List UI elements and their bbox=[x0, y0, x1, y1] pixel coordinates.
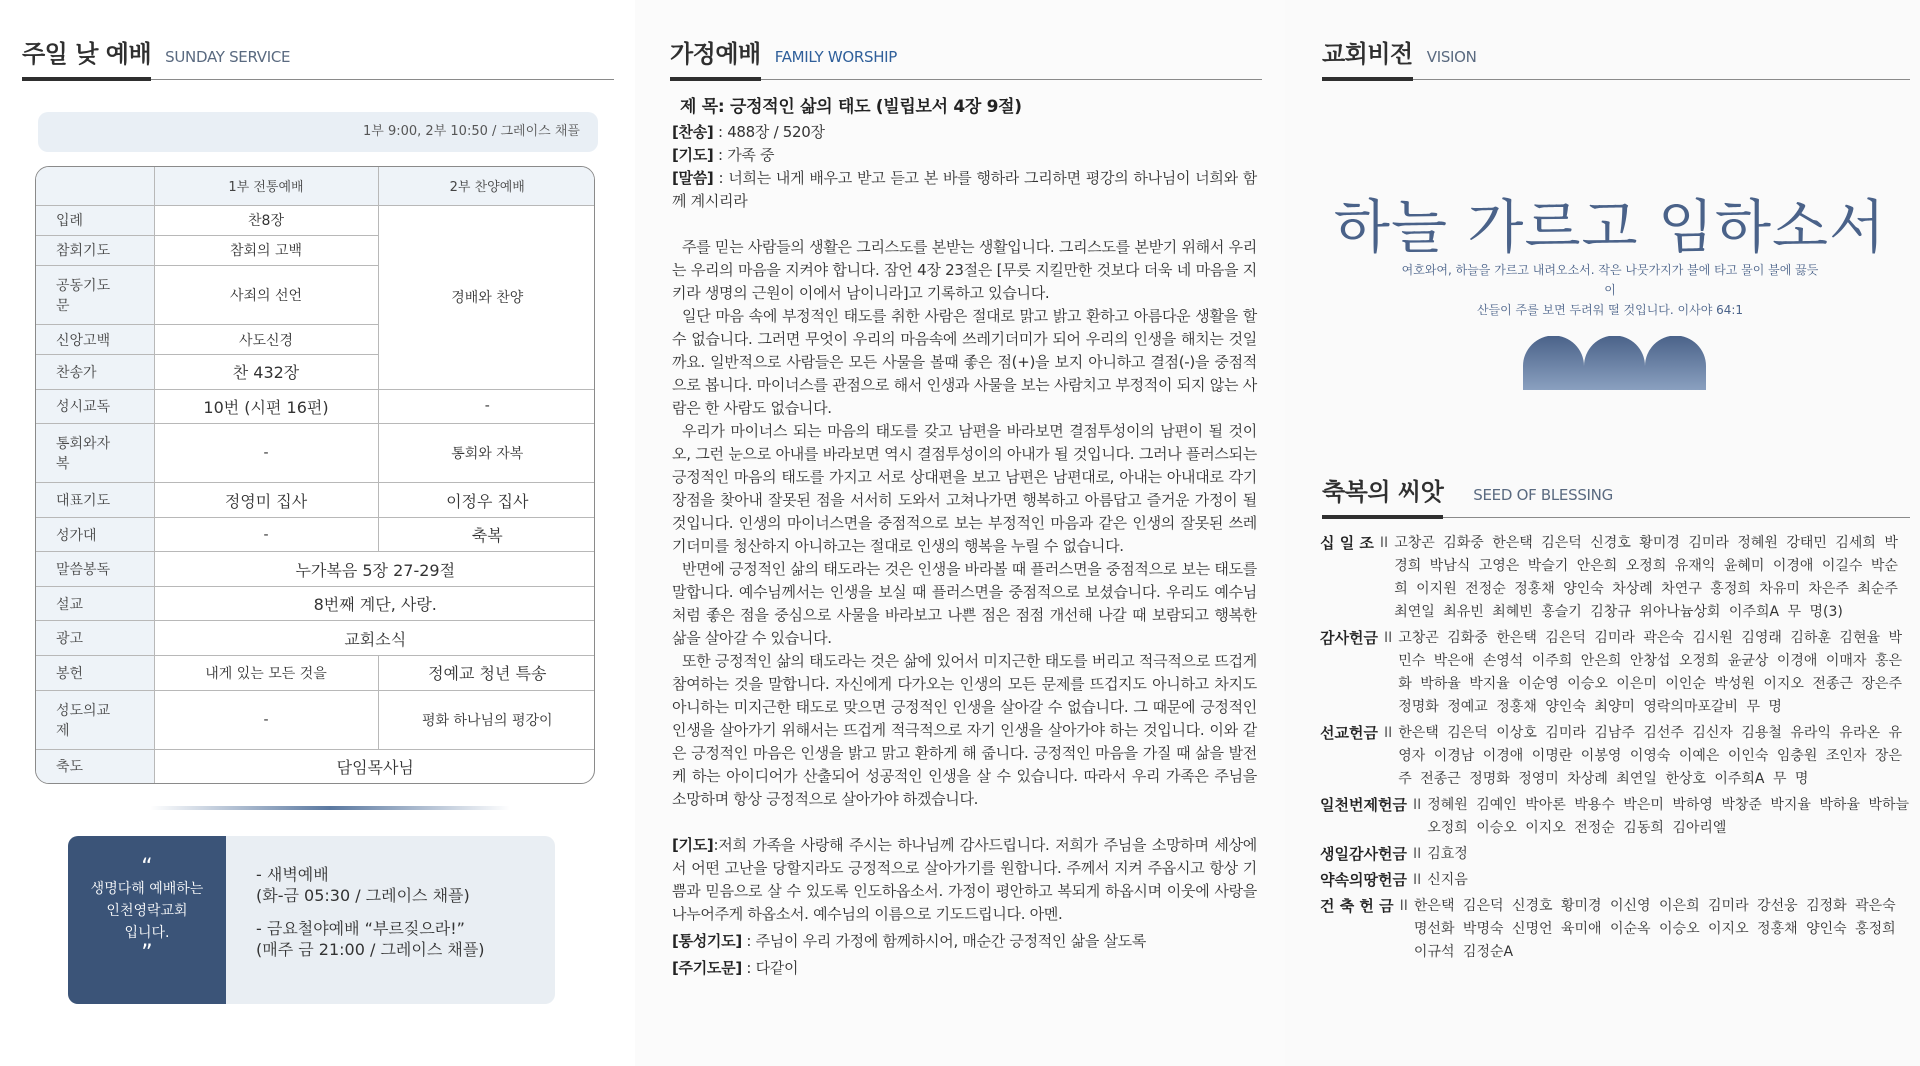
cell-value: 이정우 집사 bbox=[378, 483, 595, 518]
cell-value: 교회소식 bbox=[154, 621, 595, 656]
unison-prayer-label: [통성기도] bbox=[672, 932, 742, 950]
offering-list bbox=[1320, 532, 1910, 967]
row-label: 참회기도 bbox=[36, 235, 154, 265]
service-item-detail: (매주 금 21:00 / 그레이스 채플) bbox=[256, 940, 485, 959]
section-title: 주일 낮 예배 bbox=[22, 34, 151, 81]
section-title: 축복의 씨앗 bbox=[1322, 472, 1443, 519]
row-label: 성도의교제 bbox=[36, 690, 154, 749]
cell-value: 내게 있는 모든 것을 bbox=[154, 656, 378, 691]
offering-label: 십 일 조 bbox=[1320, 534, 1374, 552]
cell-value: - bbox=[154, 424, 378, 483]
separator: II bbox=[1412, 797, 1422, 813]
cell-value: 축복 bbox=[378, 517, 595, 552]
cell-value: 평화 하나님의 평강이 bbox=[378, 690, 595, 749]
row-label: 신앙고백 bbox=[36, 324, 154, 354]
motto-line: 인천영락교회 bbox=[106, 903, 188, 919]
offering-label: 생일감사헌금 bbox=[1320, 845, 1407, 863]
lords-prayer-label: [주기도문] bbox=[672, 959, 742, 977]
row-label: 대표기도 bbox=[36, 483, 154, 518]
separator: II bbox=[1383, 725, 1393, 741]
column-header: 1부 전통예배 bbox=[154, 167, 378, 205]
row-label: 성시교독 bbox=[36, 389, 154, 424]
service-times: 1부 9:00, 2부 10:50 / 그레이스 채플 bbox=[38, 112, 598, 152]
scripture-text: : 너희는 내게 배우고 받고 듣고 본 바를 행하라 그리하면 평강의 하나님이 너희와 함께 계시리라 bbox=[672, 169, 1258, 210]
cell-value: 사도신경 bbox=[154, 324, 378, 354]
cell-value: 담임목사님 bbox=[154, 749, 595, 783]
separator: II bbox=[1399, 898, 1408, 914]
sermon-paragraph: 반면에 긍정적인 삶의 태도라는 것은 인생을 바라볼 때 플러스면을 중점적으로 보는 태도를 말합니다. 예수님께서는 인생을 보실 때 플러스면을 중점적으로 보셨습니다. 우리도 예수님처럼 좋은 점을 중심으로 사물을 바라보고 나쁜 점은 점점 개선해 나갈 때 보람되고 행복한 삶을 살아갈 수 있습니다. bbox=[672, 560, 1257, 647]
hymn-numbers: : 488장 / 520장 bbox=[717, 123, 825, 141]
cell-value: 참회의 고백 bbox=[154, 235, 378, 265]
row-label: 공동기도문 bbox=[36, 265, 154, 324]
offering-row bbox=[1320, 869, 1910, 892]
prayer-label: [기도] bbox=[672, 146, 714, 164]
church-motto bbox=[68, 836, 226, 1004]
order-of-worship-table bbox=[35, 166, 595, 784]
cell-value: 사죄의 선언 bbox=[154, 265, 378, 324]
service-item: - 새벽예배 bbox=[256, 865, 329, 884]
vision-headline: 하늘 가르고 임하소서 bbox=[1333, 193, 1887, 261]
cell-value-merged: 경배와 찬양 bbox=[378, 205, 595, 389]
cell-value: - bbox=[378, 389, 595, 424]
offering-row bbox=[1320, 627, 1910, 719]
offering-row bbox=[1320, 722, 1910, 791]
offering-row bbox=[1320, 843, 1910, 866]
vision-verse bbox=[1400, 260, 1820, 320]
sunday-service-header bbox=[22, 34, 614, 80]
vision-header bbox=[1322, 34, 1910, 80]
row-label: 축도 bbox=[36, 749, 154, 783]
row-label: 설교 bbox=[36, 586, 154, 621]
section-title: 가정예배 bbox=[670, 34, 761, 81]
offering-names: 김효정 bbox=[1427, 846, 1468, 862]
motto-line: 입니다. bbox=[124, 925, 170, 941]
section-subtitle: SEED OF BLESSING bbox=[1473, 486, 1613, 504]
cell-value: 찬8장 bbox=[154, 205, 378, 235]
cell-value: - bbox=[154, 517, 378, 552]
decorative-divider bbox=[150, 806, 510, 810]
row-label: 입례 bbox=[36, 205, 154, 235]
additional-services bbox=[256, 864, 485, 972]
cell-value: 정예교 청년 특송 bbox=[378, 656, 595, 691]
offering-row bbox=[1320, 794, 1910, 840]
prayer-leader: : 가족 중 bbox=[717, 146, 775, 164]
offering-label: 약속의땅헌금 bbox=[1320, 871, 1407, 889]
offering-label: 감사헌금 bbox=[1320, 629, 1378, 647]
hills-icon bbox=[1523, 336, 1707, 390]
sermon-paragraph: 주를 믿는 사람들의 생활은 그리스도를 본받는 생활입니다. 그리스도를 본받기 위해서 우리는 우리의 마음을 지켜야 합니다. 잠언 4장 23절은 [무릇 지킬만한 것보다 더욱 네 마음을 지키라 생명의 근원이 이에서 남이니라]고 기록하고 있습니다. bbox=[672, 238, 1257, 302]
unison-prayer-text: : 주님이 우리 가정에 함께하시어, 매순간 긍정적인 삶을 살도록 bbox=[746, 932, 1147, 950]
separator: II bbox=[1383, 630, 1393, 646]
column-header: 2부 찬양예배 bbox=[378, 167, 595, 205]
separator: II bbox=[1379, 535, 1389, 551]
family-worship-content bbox=[672, 96, 1257, 980]
row-label: 봉헌 bbox=[36, 656, 154, 691]
cell-value: 통회와 자복 bbox=[378, 424, 595, 483]
cell-value: - bbox=[154, 690, 378, 749]
hymn-label: [찬송] bbox=[672, 123, 714, 141]
service-item: - 금요철야예배 “부르짖으라!” bbox=[256, 919, 465, 938]
closing-prayer-label: [기도] bbox=[672, 836, 714, 854]
row-label: 통회와자복 bbox=[36, 424, 154, 483]
offering-row bbox=[1320, 895, 1910, 964]
verse-line: 여호와여, 하늘을 가르고 내려오소서. 작은 나뭇가지가 불에 타고 물이 불에 끓듯이 bbox=[1401, 263, 1819, 297]
section-subtitle: SUNDAY SERVICE bbox=[165, 48, 291, 66]
family-worship-header bbox=[670, 34, 1262, 80]
cell-value: 정영미 집사 bbox=[154, 483, 378, 518]
cell-value: 찬 432장 bbox=[154, 355, 378, 390]
close-quote-icon: ” bbox=[141, 941, 153, 966]
row-label: 말씀봉독 bbox=[36, 552, 154, 587]
table-corner bbox=[36, 167, 154, 205]
section-subtitle: VISION bbox=[1426, 48, 1477, 66]
motto-line: 생명다해 예배하는 bbox=[90, 881, 204, 897]
offering-row bbox=[1320, 532, 1910, 624]
service-item-detail: (화-금 05:30 / 그레이스 채플) bbox=[256, 886, 470, 905]
separator: II bbox=[1412, 872, 1422, 888]
row-label: 찬송가 bbox=[36, 355, 154, 390]
sermon-paragraph: 일단 마음 속에 부정적인 태도를 취한 사람은 절대로 맑고 밝고 환하고 아름다운 생활을 할 수 없습니다. 그러면 무엇이 우리의 마음속에 쓰레기더미가 되어 우리의 인생을 해치는 것일까요. 일반적으로 사람들은 모든 사물을 볼때 좋은 점(+)을 보지 아니하고 결점(-)을 중점적으로 봅니다. 마이너스를 관점으로 해서 인생과 사물을 보는 사람치고 부정적이 되지 않는 사람은 한 사람도 없습니다. bbox=[672, 307, 1257, 417]
sermon-paragraph: 우리가 마이너스 되는 마음의 태도를 갖고 남편을 바라보면 결점투성이의 남편이 될 것이오, 그런 눈으로 아내를 바라보면 역시 결점투성이의 아내가 될 것입니다. 그러나 플러스되는 긍정적인 마음의 태도를 가지고 서로 상대편을 보고 남편은 남편대로, 아내는 아내대로 각기 장점을 찾아내 잘못된 점을 서서히 도와서 고쳐나가면 행복하고 아름답고 즐거운 가정이 될 것입니다. 인생의 마이너스면을 중점적으로 보는 부정적인 마음과 같은 인생의 잘못된 쓰레기더미를 청산하지 아니하고는 절대로 인생의 행복을 누릴 수 없습니다. bbox=[672, 422, 1257, 555]
row-label: 성가대 bbox=[36, 517, 154, 552]
hill-shape bbox=[1523, 336, 1706, 390]
blessing-header bbox=[1322, 472, 1910, 518]
cell-value: 누가복음 5장 27-29절 bbox=[154, 552, 595, 587]
word-label: [말씀] bbox=[672, 169, 714, 187]
offering-label: 선교헌금 bbox=[1320, 724, 1378, 742]
worship-subject: 제 목: 긍정적인 삶의 태도 (빌립보서 4장 9절) bbox=[680, 97, 1022, 117]
offering-names: 신지음 bbox=[1427, 872, 1468, 888]
section-subtitle: FAMILY WORSHIP bbox=[774, 48, 898, 66]
section-title: 교회비전 bbox=[1322, 34, 1413, 81]
offering-names: 고창곤 김화중 한은택 김은덕 신경호 황미경 김미라 정혜원 강태민 김세희 박경희 박남식 고영은 박슬기 안은희 오정희 유재익 윤혜미 이경애 이길수 박순희 이지원 전정순 정홍채 양인숙 차상례 차연구 홍정희 차유미 차은주 최순주 최연일 최유빈 최혜빈 홍슬기 김창규 위아나늄상회 이주희A 무 명(3) bbox=[1394, 535, 1898, 620]
lords-prayer-text: : 다같이 bbox=[746, 959, 799, 977]
offering-names: 한은택 김은덕 이상호 김미라 김남주 김선주 김신자 김용철 유라익 유라온 유영자 이경남 이경애 이명란 이봉영 이영숙 이예은 이인숙 임충원 조인자 장은주 전종근 정명화 정영미 차상례 최연일 한상호 이주희A 무 명 bbox=[1398, 725, 1902, 787]
offering-names: 고창곤 김화중 한은택 김은덕 김미라 곽은숙 김시원 김영래 김하훈 김현율 박민수 박은애 손영석 이주희 안은희 안창섭 오정희 윤균상 이경애 이매자 홍은화 박하율 박지율 이순영 이승오 이은미 이인순 박성원 이지오 전종근 장은주 정명화 정예교 정홍채 양인숙 최양미 영락의마포갈비 무 명 bbox=[1398, 630, 1902, 715]
offering-names: 한은택 김은덕 신경호 황미경 이신영 이은희 김미라 강선웅 김정화 곽은숙 명선화 박명숙 신명언 육미애 이순옥 이승오 이지오 정홍채 양인숙 홍정희 이규석 김정순A bbox=[1413, 898, 1896, 960]
motto-box bbox=[68, 836, 555, 1004]
sermon-title: 8번째 계단, 사랑. bbox=[154, 586, 595, 621]
verse-line: 산들이 주를 보면 두려워 떨 것입니다. 이사야 64:1 bbox=[1476, 303, 1744, 317]
offering-label: 건 축 헌 금 bbox=[1320, 897, 1394, 915]
closing-prayer-text: :저희 가족을 사랑해 주시는 하나님께 감사드립니다. 저희가 주님을 소망하며 세상에서 어떤 고난을 당할지라도 긍정적으로 살아가기를 원합니다. 주께서 지켜 주옵시고 항상 기쁨과 믿음으로 살 수 있도록 인도하옵소서. 가정이 평안하고 복되게 하옵시며 이웃에 사랑을 나누어주게 하옵소서. 예수님의 이름으로 기도드립니다. 아멘. bbox=[672, 836, 1257, 923]
open-quote-icon: “ bbox=[141, 855, 153, 880]
separator: II bbox=[1412, 846, 1422, 862]
sermon-paragraph: 또한 긍정적인 삶의 태도라는 것은 삶에 있어서 미지근한 태도를 버리고 적극적으로 뜨겁게 참여하는 것을 말합니다. 자신에게 다가오는 인생의 모든 문제를 뜨겁지도 아니하고 차지도 아니하는 미지근한 태도로 맞으면 긍정적인 인생을 살아갈 수 없습니다. 그 때문에 긍정적인 인생을 살아가기 위해서는 뜨겁게 적극적으로 자기 인생을 살아가야 하는 것입니다. 이와 같은 긍정적인 마음은 인생을 밝고 맑고 환하게 해 줍니다. 긍정적인 마음을 가질 때 삶을 발전케 하는 아이디어가 산출되어 성공적인 인생을 살 수 있습니다. 따라서 우리 가족은 주님을 소망하며 항상 긍정적으로 살아가야 하겠습니다. bbox=[672, 652, 1257, 808]
offering-label: 일천번제헌금 bbox=[1320, 796, 1407, 814]
offering-names: 정혜원 김예인 박아론 박용수 박은미 박하영 박창준 박지율 박하율 박하늘 오정희 이승오 이지오 전정순 김동희 김아리엘 bbox=[1427, 797, 1909, 836]
cell-value: 10번 (시편 16편) bbox=[154, 389, 378, 424]
row-label: 광고 bbox=[36, 621, 154, 656]
